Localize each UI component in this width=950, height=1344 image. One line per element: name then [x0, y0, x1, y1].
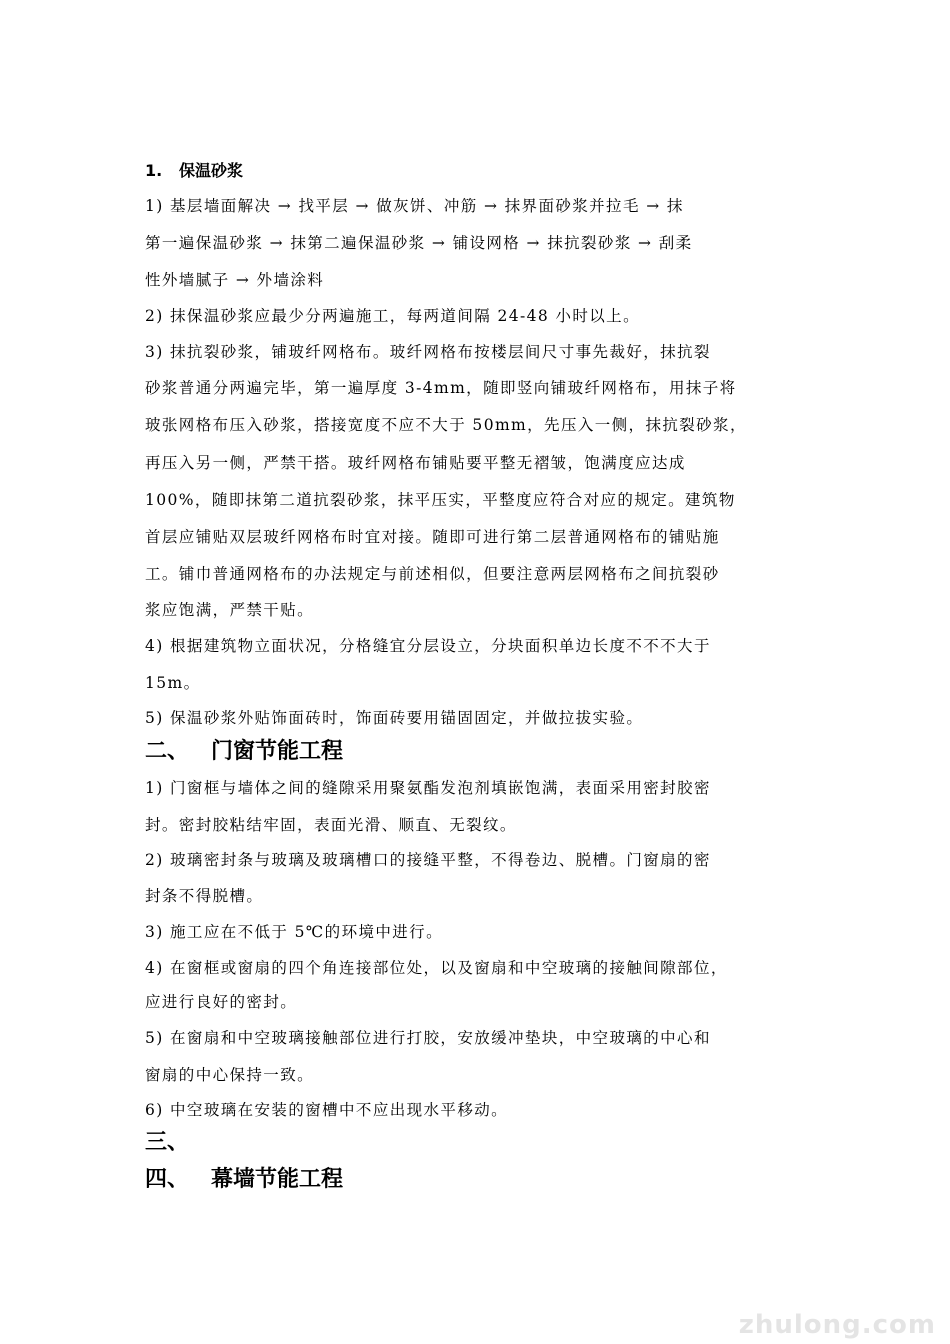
- section-4-heading: [145, 1165, 343, 1195]
- section-1-title: 保温砂浆: [179, 161, 244, 180]
- paragraph-line: 封。密封胶粘结牢固，表面光滑、顺直、无裂纹。: [145, 816, 517, 834]
- paragraph-line: 应进行良好的密封。: [145, 993, 298, 1011]
- paragraph-line: 2) 抹保温砂浆应最少分两遍施工，每两道间隔 24-48 小时以上。: [145, 307, 640, 325]
- paragraph-line: 首层应铺贴双层玻纤网格布时宜对接。随即可进行第二层普通网格布的铺贴施: [145, 528, 720, 546]
- paragraph-line: 4) 在窗框或窗扇的四个角连接部位处，以及窗扇和中空玻璃的接触间隙部位，: [145, 959, 728, 977]
- paragraph-line: 再压入另一侧，严禁干搭。玻纤网格布铺贴要平整无褶皱，饱满度应达成: [145, 454, 686, 472]
- paragraph-line: 砂浆普通分两遍完毕，第一遍厚度 3-4mm，随即竖向铺玻纤网格布，用抹子将: [145, 379, 737, 397]
- paragraph-line: 3) 抹抗裂砂浆，铺玻纤网格布。玻纤网格布按楼层间尺寸事先裁好，抹抗裂: [145, 343, 711, 361]
- paragraph-line: 1) 门窗框与墙体之间的缝隙采用聚氨酯发泡剂填嵌饱满，表面采用密封胶密: [145, 779, 711, 797]
- section-1-number: 1.: [145, 161, 163, 180]
- section-4-title: 幕墙节能工程: [211, 1167, 344, 1192]
- paragraph-line: 1) 基层墙面解决 → 找平层 → 做灰饼、冲筋 → 抹界面砂浆并拉毛 → 抹: [145, 197, 684, 215]
- paragraph-line: 15m。: [145, 674, 201, 692]
- paragraph-line: 5) 保温砂浆外贴饰面砖时，饰面砖要用锚固固定，并做拉拔实验。: [145, 709, 644, 727]
- section-3-number: 三、: [145, 1130, 190, 1155]
- paragraph-line: 4) 根据建筑物立面状况，分格缝宜分层设立，分块面积单边长度不不不大于: [145, 637, 711, 655]
- section-2-heading: [145, 737, 343, 767]
- section-3-heading: [145, 1128, 211, 1158]
- paragraph-line: 封条不得脱槽。: [145, 887, 264, 905]
- watermark: zhulong.com: [738, 1310, 936, 1340]
- paragraph-line: 第一遍保温砂浆 → 抹第二遍保温砂浆 → 铺设网格 → 抹抗裂砂浆 → 刮柔: [145, 234, 693, 252]
- paragraph-line: 6) 中空玻璃在安装的窗槽中不应出现水平移动。: [145, 1101, 509, 1119]
- paragraph-line: 100%，随即抹第二道抗裂砂浆，抹平压实，平整度应符合对应的规定。建筑物: [145, 491, 736, 509]
- paragraph-line: 玻张网格布压入砂浆，搭接宽度不应不大于 50mm，先压入一侧，抹抗裂砂浆，: [145, 416, 747, 434]
- section-2-title: 门窗节能工程: [211, 739, 344, 764]
- paragraph-line: 2) 玻璃密封条与玻璃及玻璃槽口的接缝平整，不得卷边、脱槽。门窗扇的密: [145, 851, 711, 869]
- section-2-number: 二、: [145, 739, 190, 764]
- paragraph-line: 窗扇的中心保持一致。: [145, 1066, 315, 1084]
- paragraph-line: 浆应饱满，严禁干贴。: [145, 601, 315, 619]
- paragraph-line: 性外墙腻子 → 外墙涂料: [145, 271, 325, 289]
- paragraph-line: 3) 施工应在不低于 5℃的环境中进行。: [145, 923, 443, 941]
- section-4-number: 四、: [145, 1167, 190, 1192]
- section-1-heading: [145, 159, 243, 183]
- paragraph-line: 5) 在窗扇和中空玻璃接触部位进行打胶，安放缓冲垫块，中空玻璃的中心和: [145, 1029, 711, 1047]
- paragraph-line: 工。铺巾普通网格布的办法规定与前述相似，但要注意两层网格布之间抗裂砂: [145, 565, 720, 583]
